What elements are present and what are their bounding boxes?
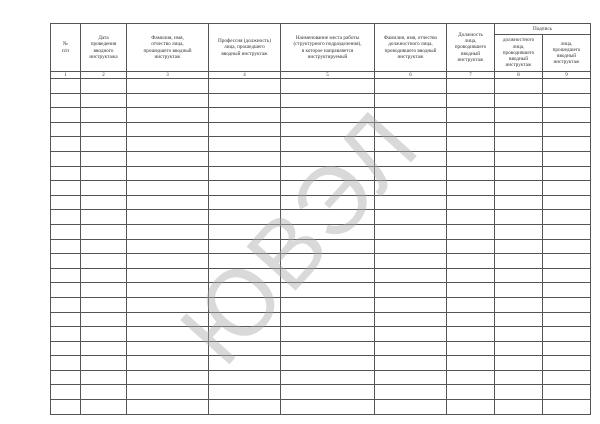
empty-cell[interactable]	[81, 312, 127, 327]
empty-cell[interactable]	[447, 370, 495, 385]
induction-briefing-journal-table	[50, 23, 591, 415]
empty-cell[interactable]	[543, 370, 591, 385]
empty-cell[interactable]	[81, 122, 127, 137]
empty-cell[interactable]	[495, 254, 543, 269]
empty-cell[interactable]	[81, 356, 127, 371]
empty-cell[interactable]	[495, 137, 543, 152]
column-number: 6	[375, 72, 447, 79]
empty-cell[interactable]	[495, 93, 543, 108]
empty-cell[interactable]	[281, 181, 375, 196]
column-number: 4	[209, 72, 281, 79]
empty-cell[interactable]	[447, 327, 495, 342]
empty-cell[interactable]	[281, 283, 375, 298]
empty-cell[interactable]	[543, 108, 591, 123]
empty-cell[interactable]	[127, 137, 209, 152]
empty-cell[interactable]	[127, 224, 209, 239]
empty-cell[interactable]	[127, 166, 209, 181]
table-row	[51, 327, 591, 342]
empty-cell[interactable]	[51, 385, 81, 400]
empty-cell[interactable]	[281, 327, 375, 342]
table-row	[51, 341, 591, 356]
empty-cell[interactable]	[543, 283, 591, 298]
empty-cell[interactable]	[127, 108, 209, 123]
empty-cell[interactable]	[81, 283, 127, 298]
empty-cell[interactable]	[543, 181, 591, 196]
empty-cell[interactable]	[447, 137, 495, 152]
empty-cell[interactable]	[127, 93, 209, 108]
empty-cell[interactable]	[375, 239, 447, 254]
empty-cell[interactable]	[51, 210, 81, 225]
empty-cell[interactable]	[281, 195, 375, 210]
empty-cell[interactable]	[543, 210, 591, 225]
empty-cell[interactable]	[543, 122, 591, 137]
empty-cell[interactable]	[543, 254, 591, 269]
empty-cell[interactable]	[127, 181, 209, 196]
empty-cell[interactable]	[543, 79, 591, 94]
empty-cell[interactable]	[209, 356, 281, 371]
empty-cell[interactable]	[447, 195, 495, 210]
empty-cell[interactable]	[51, 283, 81, 298]
column-number: 8	[495, 72, 543, 79]
empty-cell[interactable]	[127, 400, 209, 415]
empty-cell[interactable]	[495, 181, 543, 196]
table-row	[51, 210, 591, 225]
empty-cell[interactable]	[81, 181, 127, 196]
empty-cell[interactable]	[209, 385, 281, 400]
empty-cell[interactable]	[375, 312, 447, 327]
empty-cell[interactable]	[209, 312, 281, 327]
empty-cell[interactable]	[447, 268, 495, 283]
empty-cell[interactable]	[495, 239, 543, 254]
empty-cell[interactable]	[281, 400, 375, 415]
empty-cell[interactable]	[51, 93, 81, 108]
empty-cell[interactable]	[209, 283, 281, 298]
empty-cell[interactable]	[209, 93, 281, 108]
empty-cell[interactable]	[495, 370, 543, 385]
empty-cell[interactable]	[543, 297, 591, 312]
empty-cell[interactable]	[209, 195, 281, 210]
empty-cell[interactable]	[51, 254, 81, 269]
empty-cell[interactable]	[81, 341, 127, 356]
empty-cell[interactable]	[495, 283, 543, 298]
empty-cell[interactable]	[51, 137, 81, 152]
empty-cell[interactable]	[495, 297, 543, 312]
empty-cell[interactable]	[447, 79, 495, 94]
empty-cell[interactable]	[495, 151, 543, 166]
empty-cell[interactable]	[375, 356, 447, 371]
column-number: 2	[81, 72, 127, 79]
empty-cell[interactable]	[51, 327, 81, 342]
empty-cell[interactable]	[81, 195, 127, 210]
empty-cell[interactable]	[375, 108, 447, 123]
empty-cell[interactable]	[375, 181, 447, 196]
journal-body	[51, 79, 591, 415]
empty-cell[interactable]	[375, 122, 447, 137]
empty-cell[interactable]	[81, 79, 127, 94]
header-date: Дата проведения вводного инструктажа	[81, 24, 127, 72]
header-number: № п/п	[51, 24, 81, 72]
empty-cell[interactable]	[543, 151, 591, 166]
empty-cell[interactable]	[81, 297, 127, 312]
table-row	[51, 283, 591, 298]
empty-cell[interactable]	[543, 137, 591, 152]
empty-cell[interactable]	[495, 122, 543, 137]
empty-cell[interactable]	[281, 210, 375, 225]
table-row	[51, 195, 591, 210]
empty-cell[interactable]	[447, 341, 495, 356]
empty-cell[interactable]	[127, 268, 209, 283]
empty-cell[interactable]	[375, 370, 447, 385]
table-row	[51, 166, 591, 181]
table-row	[51, 108, 591, 123]
empty-cell[interactable]	[51, 79, 81, 94]
empty-cell[interactable]	[447, 312, 495, 327]
empty-cell[interactable]	[375, 385, 447, 400]
empty-cell[interactable]	[209, 268, 281, 283]
table-row	[51, 79, 591, 94]
empty-cell[interactable]	[127, 210, 209, 225]
empty-cell[interactable]	[447, 356, 495, 371]
empty-cell[interactable]	[281, 151, 375, 166]
empty-cell[interactable]	[543, 239, 591, 254]
empty-cell[interactable]	[127, 312, 209, 327]
empty-cell[interactable]	[375, 254, 447, 269]
empty-cell[interactable]	[281, 137, 375, 152]
empty-cell[interactable]	[209, 370, 281, 385]
empty-cell[interactable]	[447, 283, 495, 298]
empty-cell[interactable]	[209, 151, 281, 166]
empty-cell[interactable]	[51, 400, 81, 415]
empty-cell[interactable]	[127, 239, 209, 254]
empty-cell[interactable]	[51, 181, 81, 196]
empty-cell[interactable]	[447, 166, 495, 181]
table-row	[51, 297, 591, 312]
empty-cell[interactable]	[375, 224, 447, 239]
empty-cell[interactable]	[81, 137, 127, 152]
empty-cell[interactable]	[495, 195, 543, 210]
table-row	[51, 181, 591, 196]
empty-cell[interactable]	[127, 122, 209, 137]
header-instructor-signature: должностного лица, проводившего вводный инструктаж	[495, 35, 543, 72]
empty-cell[interactable]	[375, 327, 447, 342]
empty-cell[interactable]	[281, 79, 375, 94]
empty-cell[interactable]	[447, 108, 495, 123]
empty-cell[interactable]	[209, 210, 281, 225]
empty-cell[interactable]	[281, 312, 375, 327]
empty-cell[interactable]	[51, 341, 81, 356]
empty-cell[interactable]	[495, 385, 543, 400]
empty-cell[interactable]	[495, 312, 543, 327]
table-row	[51, 122, 591, 137]
empty-cell[interactable]	[495, 166, 543, 181]
empty-cell[interactable]	[81, 210, 127, 225]
empty-cell[interactable]	[209, 137, 281, 152]
empty-cell[interactable]	[543, 268, 591, 283]
empty-cell[interactable]	[495, 356, 543, 371]
empty-cell[interactable]	[543, 356, 591, 371]
empty-cell[interactable]	[209, 400, 281, 415]
header-trainee-signature: лица, прошедшего вводный инструктаж	[543, 35, 591, 72]
empty-cell[interactable]	[127, 151, 209, 166]
empty-cell[interactable]	[375, 79, 447, 94]
column-number: 3	[127, 72, 209, 79]
empty-cell[interactable]	[209, 79, 281, 94]
empty-cell[interactable]	[375, 93, 447, 108]
empty-cell[interactable]	[51, 224, 81, 239]
empty-cell[interactable]	[447, 400, 495, 415]
empty-cell[interactable]	[281, 341, 375, 356]
empty-cell[interactable]	[375, 268, 447, 283]
empty-cell[interactable]	[209, 254, 281, 269]
empty-cell[interactable]	[543, 312, 591, 327]
empty-cell[interactable]	[81, 166, 127, 181]
column-number: 9	[543, 72, 591, 79]
empty-cell[interactable]	[375, 341, 447, 356]
empty-cell[interactable]	[281, 254, 375, 269]
empty-cell[interactable]	[127, 327, 209, 342]
empty-cell[interactable]	[375, 195, 447, 210]
header-row	[51, 24, 591, 35]
empty-cell[interactable]	[447, 239, 495, 254]
table-row	[51, 356, 591, 371]
empty-cell[interactable]	[281, 239, 375, 254]
empty-cell[interactable]	[375, 297, 447, 312]
empty-cell[interactable]	[209, 341, 281, 356]
empty-cell[interactable]	[127, 283, 209, 298]
empty-cell[interactable]	[209, 327, 281, 342]
empty-cell[interactable]	[81, 370, 127, 385]
empty-cell[interactable]	[447, 151, 495, 166]
empty-cell[interactable]	[127, 79, 209, 94]
empty-cell[interactable]	[209, 181, 281, 196]
table-row	[51, 224, 591, 239]
empty-cell[interactable]	[209, 239, 281, 254]
empty-cell[interactable]	[127, 385, 209, 400]
empty-cell[interactable]	[543, 400, 591, 415]
empty-cell[interactable]	[447, 122, 495, 137]
empty-cell[interactable]	[81, 151, 127, 166]
table-row	[51, 370, 591, 385]
empty-cell[interactable]	[81, 327, 127, 342]
empty-cell[interactable]	[447, 93, 495, 108]
empty-cell[interactable]	[127, 370, 209, 385]
table-row	[51, 93, 591, 108]
empty-cell[interactable]	[127, 195, 209, 210]
empty-cell[interactable]	[447, 181, 495, 196]
empty-cell[interactable]	[495, 327, 543, 342]
watermark: ЮВЭЛ	[160, 91, 440, 385]
empty-cell[interactable]	[281, 356, 375, 371]
header-trainee-name: Фамилия, имя, отчество лица, прошедшего вводный инструктаж	[127, 24, 209, 72]
empty-cell[interactable]	[281, 297, 375, 312]
empty-cell[interactable]	[281, 370, 375, 385]
empty-cell[interactable]	[375, 283, 447, 298]
empty-cell[interactable]	[375, 400, 447, 415]
empty-cell[interactable]	[51, 370, 81, 385]
empty-cell[interactable]	[127, 297, 209, 312]
column-number: 1	[51, 72, 81, 79]
empty-cell[interactable]	[543, 93, 591, 108]
empty-cell[interactable]	[51, 122, 81, 137]
empty-cell[interactable]	[447, 210, 495, 225]
table-row	[51, 385, 591, 400]
column-number: 7	[447, 72, 495, 79]
empty-cell[interactable]	[127, 341, 209, 356]
empty-cell[interactable]	[127, 254, 209, 269]
column-number-row	[51, 72, 591, 79]
empty-cell[interactable]	[543, 166, 591, 181]
empty-cell[interactable]	[127, 356, 209, 371]
table-row	[51, 254, 591, 269]
empty-cell[interactable]	[495, 79, 543, 94]
empty-cell[interactable]	[543, 224, 591, 239]
empty-cell[interactable]	[81, 108, 127, 123]
empty-cell[interactable]	[543, 341, 591, 356]
empty-cell[interactable]	[209, 224, 281, 239]
empty-cell[interactable]	[495, 268, 543, 283]
header-instructor-position: Должность лица, проводившего вводный инструктаж	[447, 24, 495, 72]
empty-cell[interactable]	[81, 400, 127, 415]
empty-cell[interactable]	[51, 356, 81, 371]
table-row	[51, 268, 591, 283]
empty-cell[interactable]	[51, 151, 81, 166]
header-workplace: Наименование места работы (структурного подразделения), в которое направляется инструктируемый	[281, 24, 375, 72]
empty-cell[interactable]	[51, 312, 81, 327]
empty-cell[interactable]	[495, 108, 543, 123]
empty-cell[interactable]	[81, 224, 127, 239]
empty-cell[interactable]	[81, 239, 127, 254]
empty-cell[interactable]	[51, 268, 81, 283]
empty-cell[interactable]	[447, 297, 495, 312]
empty-cell[interactable]	[375, 151, 447, 166]
empty-cell[interactable]	[543, 195, 591, 210]
empty-cell[interactable]	[543, 385, 591, 400]
empty-cell[interactable]	[51, 239, 81, 254]
empty-cell[interactable]	[495, 400, 543, 415]
empty-cell[interactable]	[375, 166, 447, 181]
header-trainee-profession: Профессия (должность) лица, прошедшего вводный инструктаж	[209, 24, 281, 72]
empty-cell[interactable]	[209, 297, 281, 312]
header-instructor-name: Фамилия, имя, отчество должностного лица, проводившего вводный инструктаж	[375, 24, 447, 72]
empty-cell[interactable]	[281, 108, 375, 123]
empty-cell[interactable]	[495, 210, 543, 225]
empty-cell[interactable]	[447, 385, 495, 400]
empty-cell[interactable]	[209, 166, 281, 181]
table-row	[51, 151, 591, 166]
table-row	[51, 312, 591, 327]
empty-cell[interactable]	[281, 268, 375, 283]
empty-cell[interactable]	[51, 297, 81, 312]
empty-cell[interactable]	[51, 195, 81, 210]
table-row	[51, 137, 591, 152]
empty-cell[interactable]	[209, 108, 281, 123]
empty-cell[interactable]	[281, 166, 375, 181]
empty-cell[interactable]	[51, 166, 81, 181]
empty-cell[interactable]	[81, 254, 127, 269]
empty-cell[interactable]	[447, 254, 495, 269]
table-row	[51, 239, 591, 254]
empty-cell[interactable]	[543, 327, 591, 342]
empty-cell[interactable]	[375, 137, 447, 152]
empty-cell[interactable]	[51, 108, 81, 123]
empty-cell[interactable]	[81, 385, 127, 400]
header-signature-group: Подпись	[495, 24, 591, 35]
column-number: 5	[281, 72, 375, 79]
empty-cell[interactable]	[209, 122, 281, 137]
empty-cell[interactable]	[495, 224, 543, 239]
empty-cell[interactable]	[281, 122, 375, 137]
empty-cell[interactable]	[281, 224, 375, 239]
empty-cell[interactable]	[281, 93, 375, 108]
empty-cell[interactable]	[81, 93, 127, 108]
empty-cell[interactable]	[495, 341, 543, 356]
empty-cell[interactable]	[375, 210, 447, 225]
empty-cell[interactable]	[281, 385, 375, 400]
empty-cell[interactable]	[447, 224, 495, 239]
table-row	[51, 400, 591, 415]
empty-cell[interactable]	[81, 268, 127, 283]
